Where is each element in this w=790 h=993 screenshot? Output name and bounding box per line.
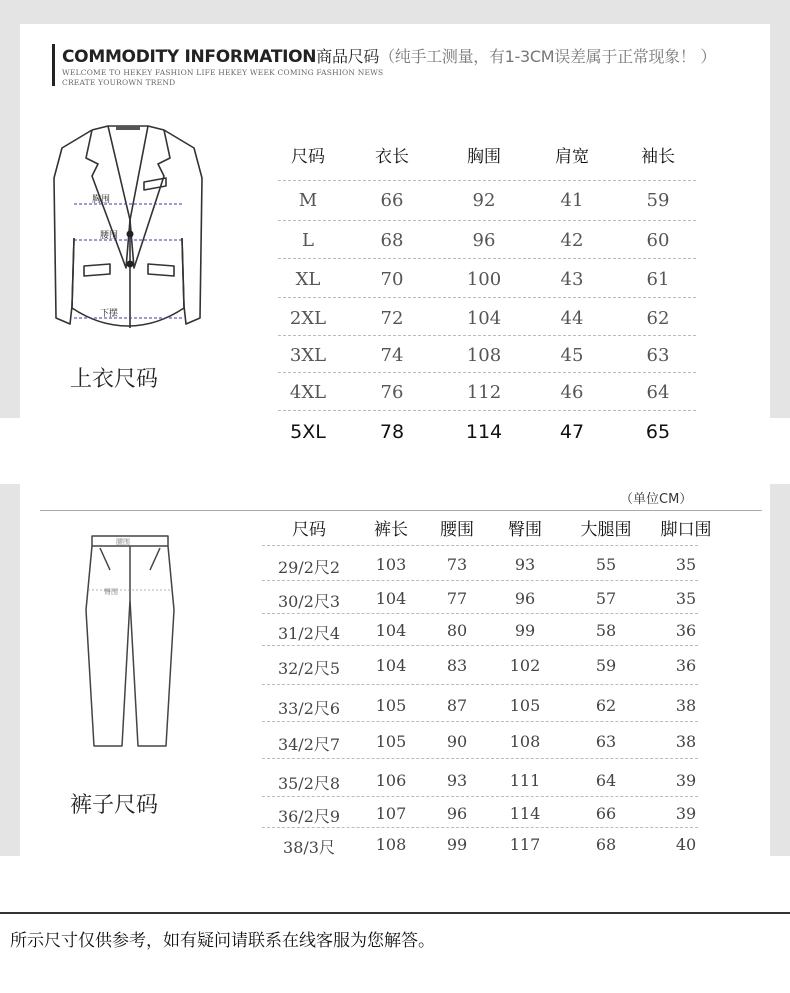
pants-header-thigh: 大腿围: [580, 520, 632, 540]
pants-row-divider: [262, 545, 698, 546]
pants-waist-label: 腰围: [116, 538, 130, 546]
pants-cell: 64: [595, 771, 617, 790]
pants-cell: 90: [446, 732, 468, 751]
pants-cell: 102: [509, 656, 541, 675]
jacket-cell: 61: [646, 269, 670, 290]
pants-cell: 83: [446, 656, 468, 675]
header-title-cn: 商品尺码: [316, 47, 380, 66]
pants-cell: 59: [595, 656, 617, 675]
jacket-header-size: 尺码: [291, 147, 325, 167]
pants-illustration: [76, 530, 186, 752]
pants-header-hem: 脚口围: [660, 520, 712, 540]
pants-cell: 107: [375, 804, 407, 823]
jacket-header-sleeve: 袖长: [641, 147, 675, 167]
jacket-row-divider: [278, 410, 696, 411]
pants-cell: 99: [446, 835, 468, 854]
pants-header-hip: 臀围: [508, 520, 542, 540]
jacket-cell: 92: [472, 190, 496, 211]
pants-cell: 73: [446, 555, 468, 574]
pants-cell: 35: [675, 589, 697, 608]
header-accent-bar: [52, 44, 55, 86]
pants-cell: 114: [509, 804, 541, 823]
pants-cell: 29/2尺2: [277, 558, 341, 577]
pants-cell: 104: [375, 621, 407, 640]
jacket-cell: 45: [560, 345, 584, 366]
jacket-cell: 68: [380, 230, 404, 251]
pants-row-divider: [262, 721, 698, 722]
header-note: （纯手工测量，有1-3CM误差属于正常现象！ ）: [379, 47, 717, 66]
pants-cell: 39: [675, 771, 697, 790]
jacket-header-chest: 胸围: [467, 147, 501, 167]
pants-header-length: 裤长: [374, 520, 408, 540]
pants-cell: 111: [509, 771, 541, 790]
pants-row-divider: [262, 827, 698, 828]
jacket-cell: 60: [646, 230, 670, 251]
jacket-cell: 64: [646, 382, 670, 403]
pants-cell: 68: [595, 835, 617, 854]
pants-cell: 36: [675, 621, 697, 640]
jacket-cell: 62: [646, 308, 670, 329]
pants-top-rule: [40, 510, 762, 511]
pants-cell: 34/2尺7: [277, 735, 341, 754]
jacket-cell: 2XL: [289, 308, 327, 329]
jacket-chest-label: 胸围: [92, 195, 111, 205]
jacket-row-divider: [278, 372, 696, 373]
pants-row-divider: [262, 684, 698, 685]
pants-row-divider: [262, 645, 698, 646]
pants-cell: 104: [375, 589, 407, 608]
jacket-cell: 3XL: [289, 345, 327, 366]
pants-cell: 30/2尺3: [277, 592, 341, 611]
jacket-cell: 112: [466, 382, 502, 403]
pants-cell: 38: [675, 732, 697, 751]
jacket-size-label: 上衣尺码: [70, 367, 159, 392]
jacket-cell: 43: [560, 269, 584, 290]
jacket-cell: 76: [380, 382, 404, 403]
jacket-cell: 114: [465, 421, 503, 443]
jacket-cell: XL: [295, 269, 321, 290]
pants-cell: 38/3尺: [283, 838, 335, 857]
jacket-row-divider: [278, 335, 696, 336]
pants-row-divider: [262, 613, 698, 614]
jacket-cell: 66: [380, 190, 404, 211]
jacket-cell: 104: [466, 308, 502, 329]
pants-cell: 104: [375, 656, 407, 675]
pants-cell: 77: [446, 589, 468, 608]
jacket-cell: 41: [560, 190, 584, 211]
pants-size-label: 裤子尺码: [70, 793, 159, 818]
jacket-cell: 70: [380, 269, 404, 290]
jacket-cell: 63: [646, 345, 670, 366]
pants-cell: 63: [595, 732, 617, 751]
pants-cell: 38: [675, 696, 697, 715]
jacket-header-length: 衣长: [375, 147, 409, 167]
pants-cell: 96: [514, 589, 536, 608]
jacket-cell: 46: [560, 382, 584, 403]
footer-divider: [0, 912, 790, 914]
pants-cell: 105: [509, 696, 541, 715]
pants-cell: 40: [675, 835, 697, 854]
pants-cell: 108: [375, 835, 407, 854]
jacket-row-divider: [278, 258, 696, 259]
header-title-en: COMMODITY INFORMATION: [62, 47, 317, 67]
jacket-cell: 65: [645, 421, 671, 443]
jacket-header-shoulder: 肩宽: [555, 147, 589, 167]
jacket-cell: 100: [466, 269, 502, 290]
pants-row-divider: [262, 580, 698, 581]
pants-cell: 62: [595, 696, 617, 715]
pants-header-waist: 腰围: [440, 520, 474, 540]
pants-cell: 33/2尺6: [277, 699, 341, 718]
jacket-hem-label: 下摆: [100, 309, 119, 319]
jacket-cell: 108: [466, 345, 502, 366]
pants-header-size: 尺码: [292, 520, 326, 540]
header-subtitle-1: WELCOME TO HEKEY FASHION LIFE HEKEY WEEK COMING FASHION NEWS: [62, 68, 384, 77]
pants-cell: 55: [595, 555, 617, 574]
pants-cell: 31/2尺4: [277, 624, 341, 643]
pants-row-divider: [262, 796, 698, 797]
header-title: [62, 44, 716, 67]
jacket-waist-label: 腰围: [100, 231, 119, 241]
jacket-cell: 5XL: [290, 421, 326, 443]
jacket-cell: 59: [646, 190, 670, 211]
pants-cell: 36/2尺9: [277, 807, 341, 826]
pants-cell: 99: [514, 621, 536, 640]
jacket-cell: L: [302, 230, 314, 251]
jacket-cell: 96: [472, 230, 496, 251]
jacket-illustration: [48, 118, 208, 340]
jacket-row-divider: [278, 180, 696, 181]
pants-cell: 35/2尺8: [277, 774, 341, 793]
jacket-row-divider: [278, 297, 696, 298]
pants-cell: 80: [446, 621, 468, 640]
pants-cell: 57: [595, 589, 617, 608]
pants-cell: 103: [375, 555, 407, 574]
jacket-row-divider: [278, 220, 696, 221]
pants-cell: 35: [675, 555, 697, 574]
pants-cell: 39: [675, 804, 697, 823]
pants-cell: 93: [446, 771, 468, 790]
pants-cell: 87: [446, 696, 468, 715]
footer-note: 所示尺寸仅供参考，如有疑问请联系在线客服为您解答。: [10, 931, 435, 951]
header-subtitle-2: CREATE YOUROWN TREND: [62, 78, 176, 87]
jacket-cell: 4XL: [289, 382, 327, 403]
pants-cell: 108: [509, 732, 541, 751]
pants-cell: 58: [595, 621, 617, 640]
pants-cell: 117: [509, 835, 541, 854]
pants-cell: 105: [375, 732, 407, 751]
pants-cell: 106: [375, 771, 407, 790]
jacket-cell: 78: [379, 421, 405, 443]
jacket-cell: 47: [559, 421, 585, 443]
pants-cell: 93: [514, 555, 536, 574]
pants-cell: 96: [446, 804, 468, 823]
pants-cell: 36: [675, 656, 697, 675]
pants-unit-label: （单位CM）: [620, 492, 693, 507]
jacket-cell: 74: [380, 345, 404, 366]
pants-hip-label: 臀围: [104, 588, 118, 596]
jacket-cell: 42: [560, 230, 584, 251]
pants-cell: 105: [375, 696, 407, 715]
jacket-cell: 44: [560, 308, 584, 329]
jacket-cell: 72: [380, 308, 404, 329]
pants-cell: 66: [595, 804, 617, 823]
pants-row-divider: [262, 758, 698, 759]
jacket-cell: M: [298, 190, 318, 211]
pants-cell: 32/2尺5: [277, 659, 341, 678]
